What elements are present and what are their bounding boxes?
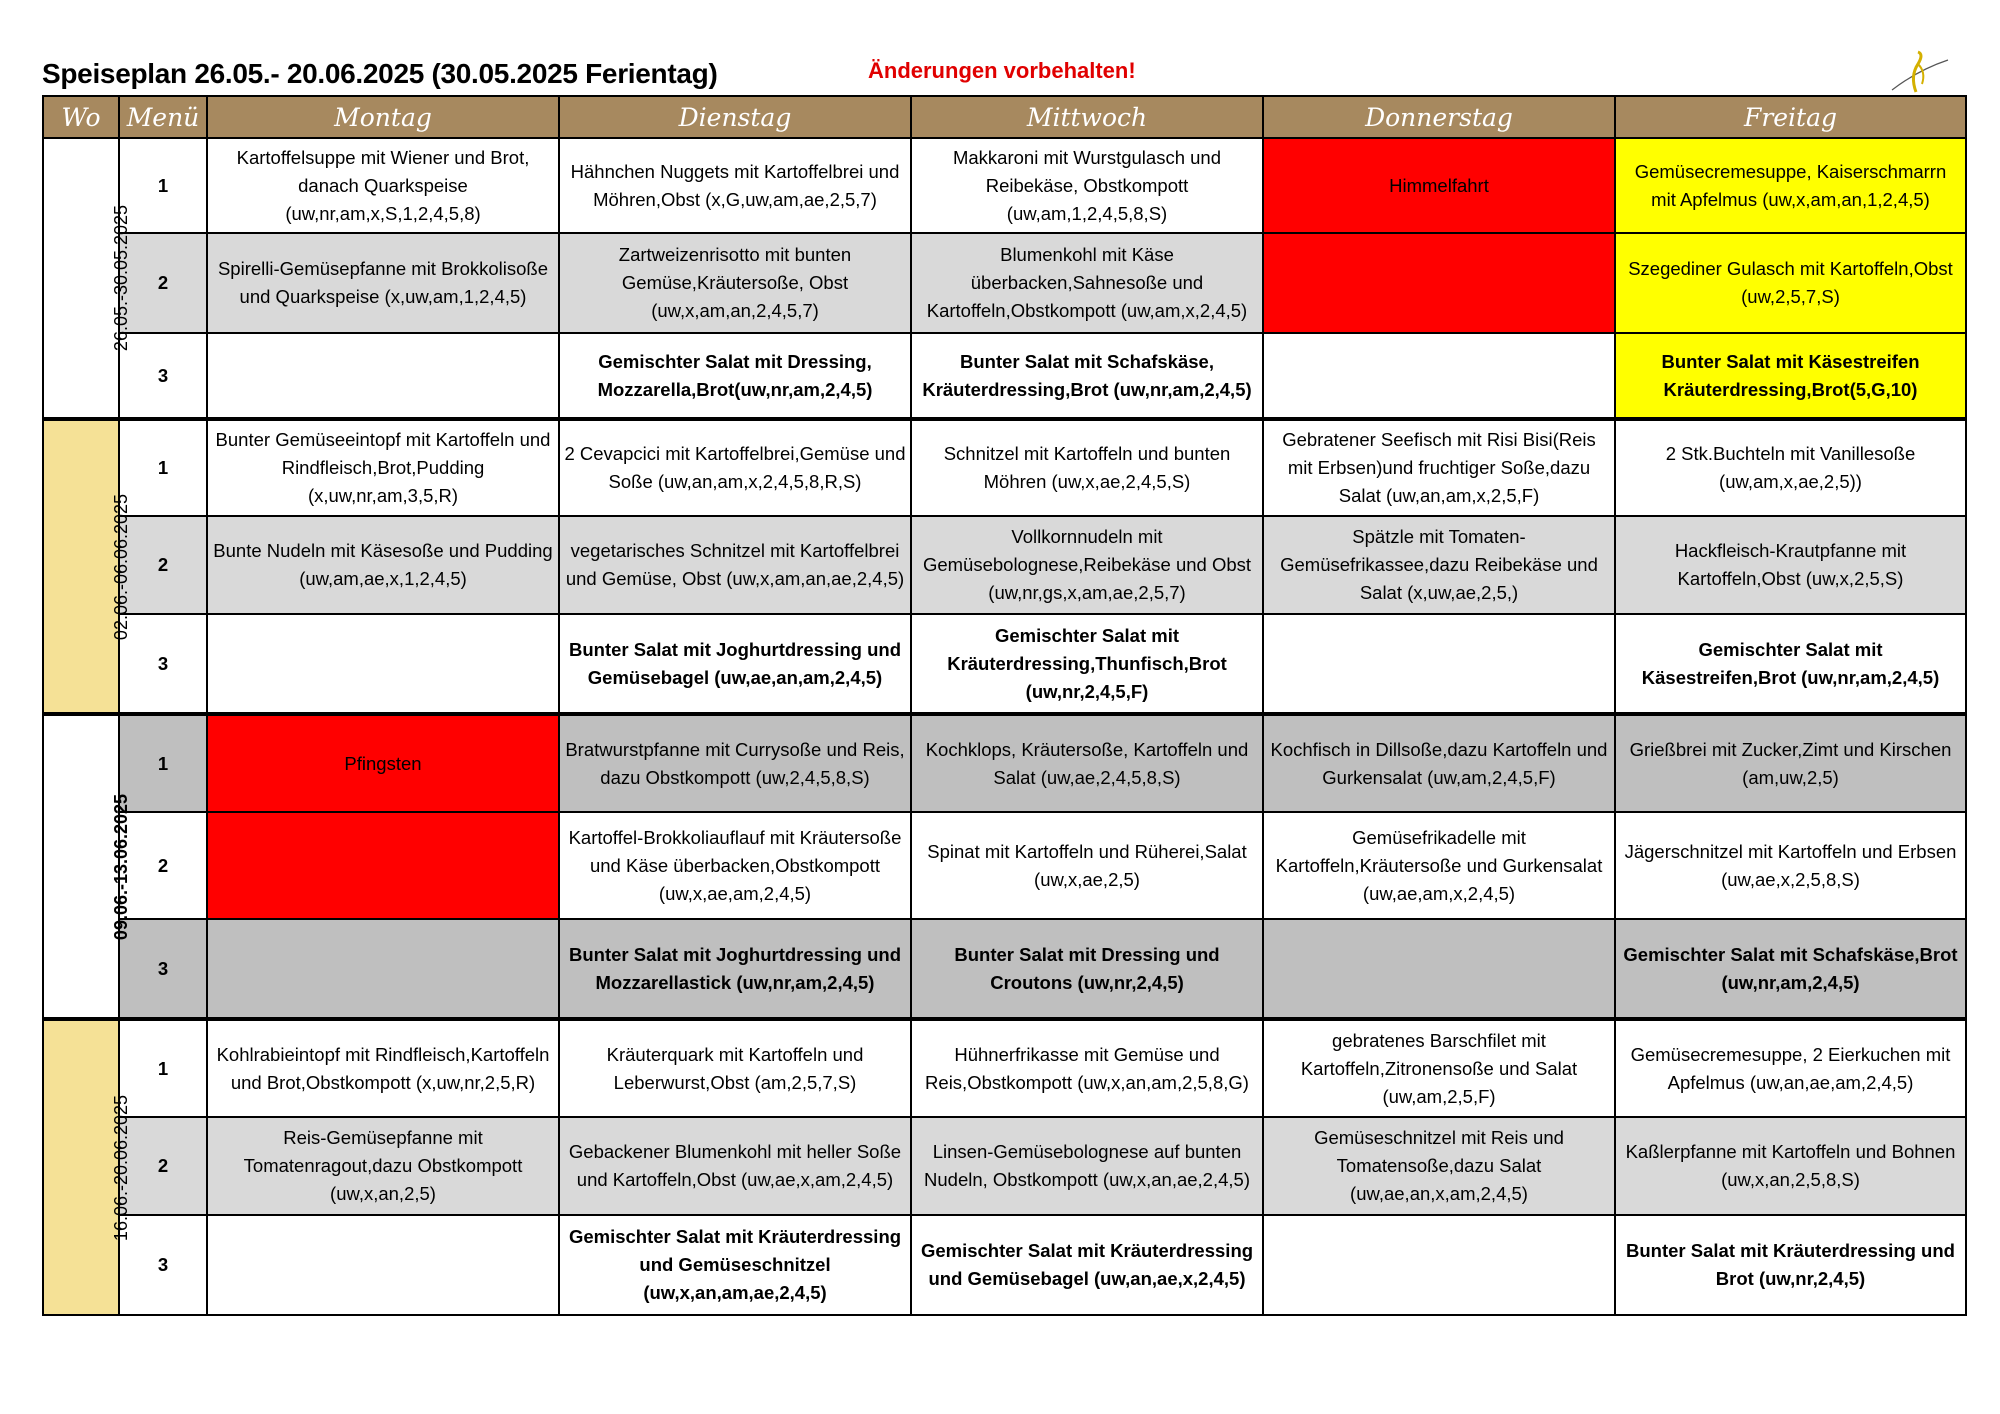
meal-cell: Vollkornnudeln mit Gemüsebolognese,Reibekäse und Obst (uw,nr,gs,x,am,ae,2,5,7) bbox=[911, 516, 1263, 614]
menu-number: 3 bbox=[119, 1215, 207, 1315]
meal-cell: Kaßlerpfanne mit Kartoffeln und Bohnen (uw,x,an,2,5,8,S) bbox=[1615, 1117, 1966, 1215]
week-label: 26.05.-30.05.2025 bbox=[111, 204, 132, 352]
salad-cell: Bunter Salat mit Käsestreifen Kräuterdressing,Brot(5,G,10) bbox=[1615, 333, 1966, 419]
meal-cell: Gemüseschnitzel mit Reis und Tomatensoße,dazu Salat (uw,ae,an,x,am,2,4,5) bbox=[1263, 1117, 1615, 1215]
meal-cell: Hackfleisch-Krautpfanne mit Kartoffeln,Obst (uw,x,2,5,S) bbox=[1615, 516, 1966, 614]
meal-cell bbox=[207, 333, 559, 419]
header-donnerstag: Donnerstag bbox=[1263, 96, 1615, 138]
meal-cell: Gemüsefrikadelle mit Kartoffeln,Kräutersoße und Gurkensalat (uw,ae,am,x,2,4,5) bbox=[1263, 812, 1615, 919]
meal-cell: Gemüsecremesuppe, Kaiserschmarrn mit Apfelmus (uw,x,am,an,1,2,4,5) bbox=[1615, 138, 1966, 233]
holiday-cell bbox=[207, 812, 559, 919]
week-label-cell bbox=[43, 714, 132, 1019]
meal-cell: Gebackener Blumenkohl mit heller Soße und Kartoffeln,Obst (uw,ae,x,am,2,4,5) bbox=[559, 1117, 911, 1215]
meal-cell bbox=[1263, 919, 1615, 1019]
menu-number: 1 bbox=[119, 138, 207, 233]
salad-cell: Bunter Salat mit Schafskäse, Kräuterdressing,Brot (uw,nr,am,2,4,5) bbox=[911, 333, 1263, 419]
meal-cell bbox=[1263, 1215, 1615, 1315]
week-label-cell bbox=[43, 138, 132, 419]
header-menu: Menü bbox=[119, 96, 207, 138]
changes-notice: Änderungen vorbehalten! bbox=[868, 58, 1136, 83]
meal-cell bbox=[207, 614, 559, 714]
week-label: 16.06.-20.06.2025 bbox=[111, 1094, 132, 1241]
salad-cell: Gemischter Salat mit Kräuterdressing und Gemüsebagel (uw,an,ae,x,2,4,5) bbox=[911, 1215, 1263, 1315]
menu-number: 2 bbox=[119, 1117, 207, 1215]
menu-number: 2 bbox=[119, 812, 207, 919]
salad-cell: Bunter Salat mit Dressing und Croutons (uw,nr,2,4,5) bbox=[911, 919, 1263, 1019]
salad-cell: Bunter Salat mit Kräuterdressing und Brot (uw,nr,2,4,5) bbox=[1615, 1215, 1966, 1315]
meal-cell: Kochklops, Kräutersoße, Kartoffeln und Salat (uw,ae,2,4,5,8,S) bbox=[911, 714, 1263, 812]
table-row bbox=[43, 1215, 1966, 1315]
meal-cell: vegetarisches Schnitzel mit Kartoffelbrei und Gemüse, Obst (uw,x,am,an,ae,2,4,5) bbox=[559, 516, 911, 614]
meal-cell: Spätzle mit Tomaten-Gemüsefrikassee,dazu Reibekäse und Salat (x,uw,ae,2,5,) bbox=[1263, 516, 1615, 614]
week-label: 09.06.-13.06.2025 bbox=[111, 793, 132, 940]
holiday-cell: Pfingsten bbox=[207, 714, 559, 812]
menu-number: 1 bbox=[119, 419, 207, 516]
week-label-cell bbox=[43, 1019, 132, 1315]
holiday-cell: Himmelfahrt bbox=[1263, 138, 1615, 233]
meal-cell: Hühnerfrikasse mit Gemüse und Reis,Obstkompott (uw,x,an,am,2,5,8,G) bbox=[911, 1019, 1263, 1117]
meal-cell: 2 Stk.Buchteln mit Vanillesoße (uw,am,x,ae,2,5)) bbox=[1615, 419, 1966, 516]
header-mittwoch: Mittwoch bbox=[911, 96, 1263, 138]
meal-cell: Hähnchen Nuggets mit Kartoffelbrei und Möhren,Obst (x,G,uw,am,ae,2,5,7) bbox=[559, 138, 911, 233]
menu-number: 2 bbox=[119, 233, 207, 333]
meal-cell: Bunter Gemüseeintopf mit Kartoffeln und Rindfleisch,Brot,Pudding (x,uw,nr,am,3,5,R) bbox=[207, 419, 559, 516]
meal-cell: Jägerschnitzel mit Kartoffeln und Erbsen (uw,ae,x,2,5,8,S) bbox=[1615, 812, 1966, 919]
salad-cell: Gemischter Salat mit Käsestreifen,Brot (uw,nr,am,2,4,5) bbox=[1615, 614, 1966, 714]
meal-cell: Kohlrabieintopf mit Rindfleisch,Kartoffeln und Brot,Obstkompott (x,uw,nr,2,5,R) bbox=[207, 1019, 559, 1117]
stiftung-logo-icon bbox=[1888, 50, 1972, 98]
header-freitag: Freitag bbox=[1615, 96, 1966, 138]
meal-cell: Kartoffel-Brokkoliauflauf mit Kräutersoße und Käse überbacken,Obstkompott (uw,x,ae,am,2,4,5) bbox=[559, 812, 911, 919]
table-row bbox=[43, 1019, 1966, 1117]
menu-number: 3 bbox=[119, 333, 207, 419]
table-row bbox=[43, 233, 1966, 333]
meal-cell: Bunte Nudeln mit Käsesoße und Pudding (uw,am,ae,x,1,2,4,5) bbox=[207, 516, 559, 614]
table-row bbox=[43, 138, 1966, 233]
menu-number: 2 bbox=[119, 516, 207, 614]
meal-cell: Spirelli-Gemüsepfanne mit Brokkolisoße und Quarkspeise (x,uw,am,1,2,4,5) bbox=[207, 233, 559, 333]
meal-cell: Spinat mit Kartoffeln und Rüherei,Salat (uw,x,ae,2,5) bbox=[911, 812, 1263, 919]
table-row bbox=[43, 614, 1966, 714]
menu-number: 1 bbox=[119, 1019, 207, 1117]
table-row bbox=[43, 812, 1966, 919]
meal-cell bbox=[207, 1215, 559, 1315]
week-label-cell bbox=[43, 419, 132, 714]
table-row bbox=[43, 516, 1966, 614]
salad-cell: Gemischter Salat mit Kräuterdressing und Gemüseschnitzel (uw,x,an,am,ae,2,4,5) bbox=[559, 1215, 911, 1315]
meal-cell: 2 Cevapcici mit Kartoffelbrei,Gemüse und Soße (uw,an,am,x,2,4,5,8,R,S) bbox=[559, 419, 911, 516]
salad-cell: Gemischter Salat mit Schafskäse,Brot (uw,nr,am,2,4,5) bbox=[1615, 919, 1966, 1019]
salad-cell: Bunter Salat mit Joghurtdressing und Mozzarellastick (uw,nr,am,2,4,5) bbox=[559, 919, 911, 1019]
meal-cell: gebratenes Barschfilet mit Kartoffeln,Zitronensoße und Salat (uw,am,2,5,F) bbox=[1263, 1019, 1615, 1117]
menu-number: 1 bbox=[119, 714, 207, 812]
table-row bbox=[43, 714, 1966, 812]
meal-cell: Linsen-Gemüsebolognese auf bunten Nudeln, Obstkompott (uw,x,an,ae,2,4,5) bbox=[911, 1117, 1263, 1215]
salad-cell: Bunter Salat mit Joghurtdressing und Gemüsebagel (uw,ae,an,am,2,4,5) bbox=[559, 614, 911, 714]
meal-cell: Schnitzel mit Kartoffeln und bunten Möhren (uw,x,ae,2,4,5,S) bbox=[911, 419, 1263, 516]
header-dienstag: Dienstag bbox=[559, 96, 911, 138]
table-row bbox=[43, 919, 1966, 1019]
header-montag: Montag bbox=[207, 96, 559, 138]
meal-cell: Kartoffelsuppe mit Wiener und Brot, danach Quarkspeise (uw,nr,am,x,S,1,2,4,5,8) bbox=[207, 138, 559, 233]
menu-number: 3 bbox=[119, 614, 207, 714]
header-wo: Wo bbox=[43, 96, 119, 138]
meal-cell: Gemüsecremesuppe, 2 Eierkuchen mit Apfelmus (uw,an,ae,am,2,4,5) bbox=[1615, 1019, 1966, 1117]
meal-cell: Reis-Gemüsepfanne mit Tomatenragout,dazu Obstkompott (uw,x,an,2,5) bbox=[207, 1117, 559, 1215]
page-title: Speiseplan 26.05.- 20.06.2025 (30.05.2025 Ferientag) bbox=[42, 58, 718, 89]
holiday-cell bbox=[1263, 233, 1615, 333]
table-row bbox=[43, 419, 1966, 516]
meal-cell: Bratwurstpfanne mit Currysoße und Reis, dazu Obstkompott (uw,2,4,5,8,S) bbox=[559, 714, 911, 812]
meal-cell: Grießbrei mit Zucker,Zimt und Kirschen (am,uw,2,5) bbox=[1615, 714, 1966, 812]
salad-cell: Gemischter Salat mit Dressing, Mozzarella,Brot(uw,nr,am,2,4,5) bbox=[559, 333, 911, 419]
meal-cell bbox=[207, 919, 559, 1019]
meal-cell: Zartweizenrisotto mit bunten Gemüse,Kräutersoße, Obst (uw,x,am,an,2,4,5,7) bbox=[559, 233, 911, 333]
meal-cell: Gebratener Seefisch mit Risi Bisi(Reis mit Erbsen)und fruchtiger Soße,dazu Salat (uw,an,am,x,2,5,F) bbox=[1263, 419, 1615, 516]
meal-cell bbox=[1263, 614, 1615, 714]
meal-cell bbox=[1263, 333, 1615, 419]
week-label: 02.06.-06.06.2025 bbox=[111, 493, 132, 640]
meal-cell: Makkaroni mit Wurstgulasch und Reibekäse, Obstkompott (uw,am,1,2,4,5,8,S) bbox=[911, 138, 1263, 233]
salad-cell: Gemischter Salat mit Kräuterdressing,Thunfisch,Brot (uw,nr,2,4,5,F) bbox=[911, 614, 1263, 714]
table-row bbox=[43, 333, 1966, 419]
table-row bbox=[43, 1117, 1966, 1215]
menu-table bbox=[42, 95, 1967, 1316]
meal-cell: Blumenkohl mit Käse überbacken,Sahnesoße und Kartoffeln,Obstkompott (uw,am,x,2,4,5) bbox=[911, 233, 1263, 333]
meal-cell: Kräuterquark mit Kartoffeln und Leberwurst,Obst (am,2,5,7,S) bbox=[559, 1019, 911, 1117]
table-header-row bbox=[43, 96, 1966, 138]
menu-number: 3 bbox=[119, 919, 207, 1019]
meal-cell: Szegediner Gulasch mit Kartoffeln,Obst (uw,2,5,7,S) bbox=[1615, 233, 1966, 333]
meal-cell: Kochfisch in Dillsoße,dazu Kartoffeln und Gurkensalat (uw,am,2,4,5,F) bbox=[1263, 714, 1615, 812]
